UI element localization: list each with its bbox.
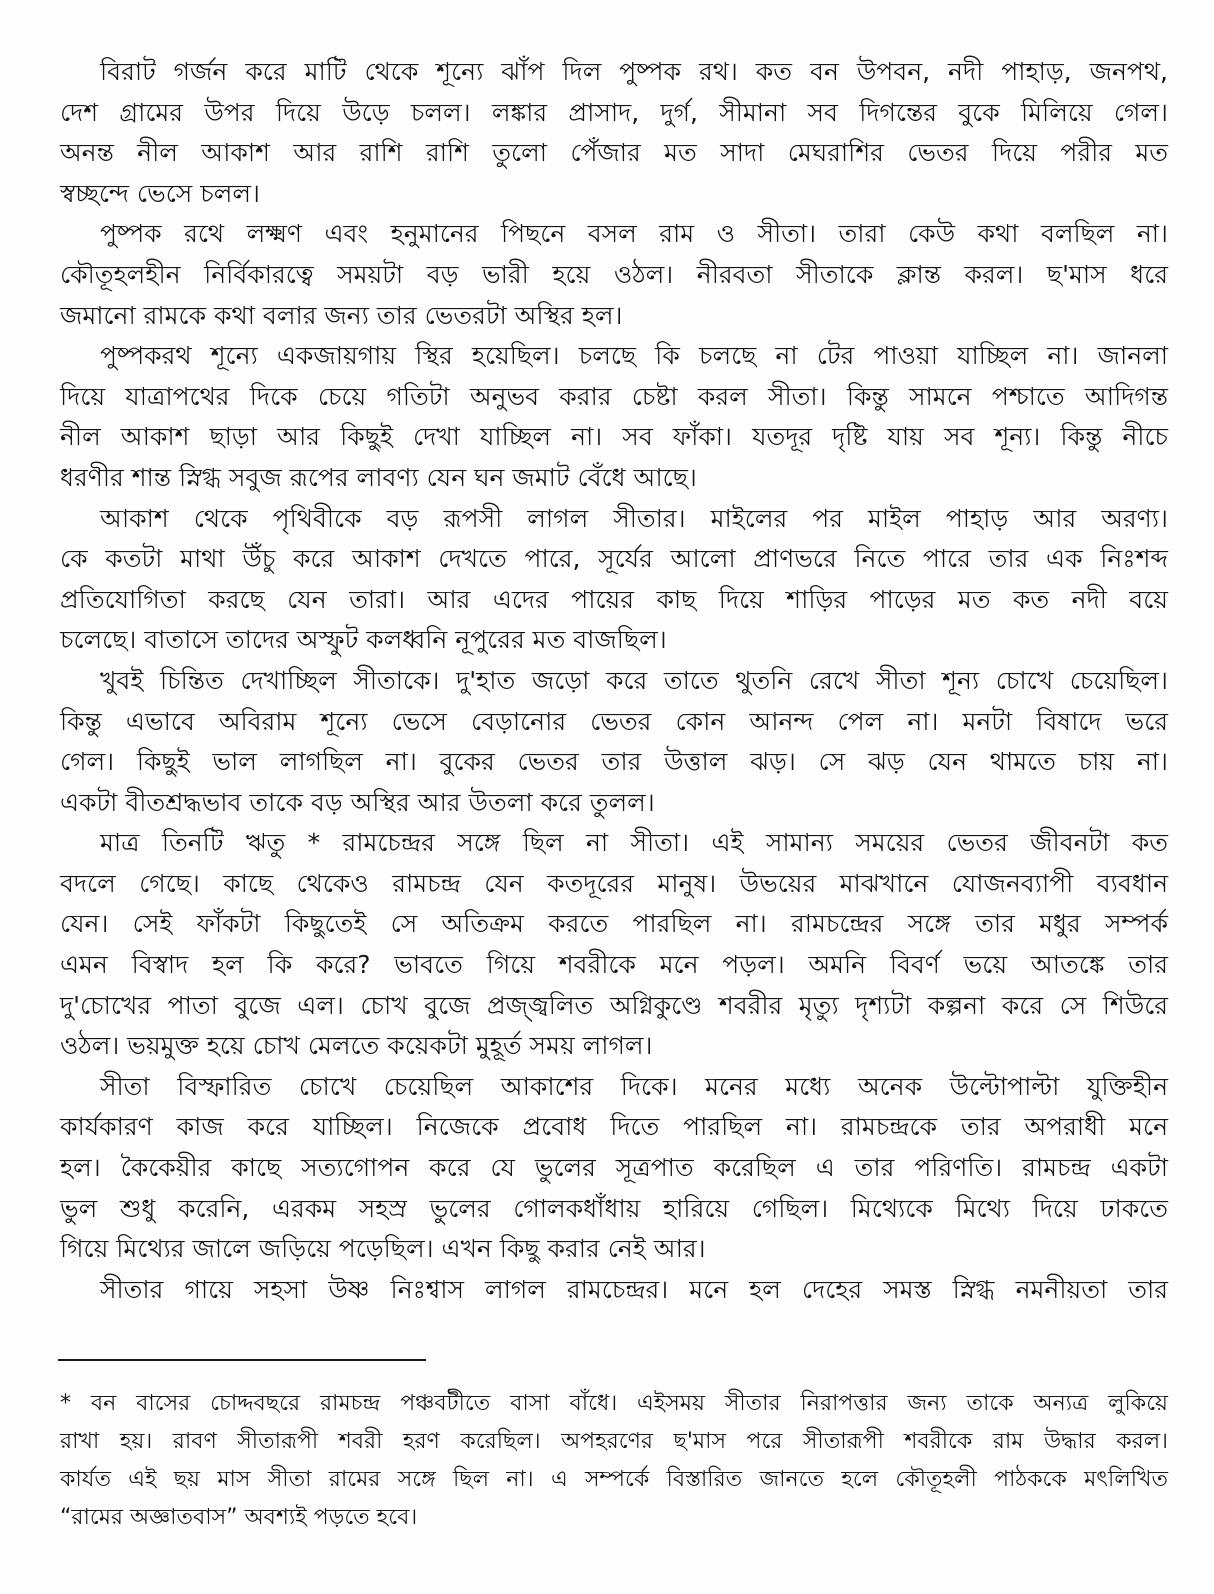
text-line: কিন্তু এভাবে অবিরাম শূন্যে ভেসে বেড়ানোর ভেতর কোন আনন্দ পেল না। মনটা বিষাদে ভরে xyxy=(60,706,1168,736)
body-text xyxy=(60,52,1168,1310)
text-line: দিয়ে যাত্রাপথের দিকে চেয়ে গতিটা অনুভব করার চেষ্টা করল সীতা। কিন্তু সামনে পশ্চাতে আদিগন্ত xyxy=(60,381,1168,411)
text-line: সীতা বিস্ফারিত চোখে চেয়েছিল আকাশের দিকে। মনের মধ্যে অনেক উল্টোপাল্টা যুক্তিহীন xyxy=(100,1071,1168,1101)
text-line: আকাশ থেকে পৃথিবীকে বড় রূপসী লাগল সীতার। মাইলের পর মাইল পাহাড় আর অরণ্য। xyxy=(100,503,1168,533)
text-line: কার্যকারণ কাজ করে যাচ্ছিল। নিজেকে প্রবোধ দিতে পারছিল না। রামচন্দ্রকে তার অপরাধী মনে xyxy=(60,1112,1168,1142)
text-line: বদলে গেছে। কাছে থেকেও রামচন্দ্র যেন কতদূরের মানুষ। উভয়ের মাঝখানে যোজনব্যাপী ব্যবধান xyxy=(60,868,1168,898)
text-line: গিয়ে মিথ্যের জালে জড়িয়ে পড়েছিল। এখন কিছু করার নেই আর। xyxy=(60,1234,706,1264)
footnote xyxy=(60,1385,1168,1537)
text-line: জমানো রামকে কথা বলার জন্য তার ভেতরটা অস্থির হল। xyxy=(60,300,623,330)
text-line: একটা বীতশ্রদ্ধভাব তাকে বড় অস্থির আর উতলা করে তুলল। xyxy=(60,787,655,817)
footnote-separator xyxy=(58,1359,426,1361)
paragraph-2 xyxy=(60,214,1168,336)
paragraph-1 xyxy=(60,52,1168,214)
text-line: কৌতূহলহীন নির্বিকারত্বে সময়টা বড় ভারী হয়ে ওঠল। নীরবতা সীতাকে ক্লান্ত করল। ছ'মাস ধরে xyxy=(60,259,1168,289)
text-line: গেল। কিছুই ভাল লাগছিল না। বুকের ভেতর তার উত্তাল ঝড়। সে ঝড় যেন থামতে চায় না। xyxy=(60,747,1168,777)
text-line: চলেছে। বাতাসে তাদের অস্ফুট কলধ্বনি নূপুরের মত বাজছিল। xyxy=(60,625,667,655)
text-line: অনন্ত নীল আকাশ আর রাশি রাশি তুলো পেঁজার মত সাদা মেঘরাশির ভেতর দিয়ে পরীর মত xyxy=(60,138,1168,168)
footnote-line: “রামের অজ্ঞাতবাস” অবশ্যই পড়তে হবে। xyxy=(60,1505,418,1530)
text-line: প্রতিযোগিতা করছে যেন তারা। আর এদের পায়ের কাছ দিয়ে শাড়ির পাড়ের মত কত নদী বয়ে xyxy=(60,584,1168,614)
paragraph-5 xyxy=(60,661,1168,823)
text-line: দু'চোখের পাতা বুজে এল। চোখ বুজে প্রজ্জ্বলিত অগ্নিকুণ্ডে শবরীর মৃত্যু দৃশ্যটা কল্পনা করে সে শিউরে xyxy=(60,990,1168,1020)
text-line: হল। কৈকেয়ীর কাছে সত্যগোপন করে যে ভুলের সূত্রপাত করেছিল এ তার পরিণতি। রামচন্দ্র একটা xyxy=(60,1153,1168,1183)
text-line: বিরাট গর্জন করে মাটি থেকে শূন্যে ঝাঁপ দিল পুষ্পক রথ। কত বন উপবন, নদী পাহাড়, জনপথ, xyxy=(100,57,1168,86)
paragraph-4 xyxy=(60,499,1168,661)
paragraph-3 xyxy=(60,336,1168,498)
footnote-line: কার্যত এই ছয় মাস সীতা রামের সঙ্গে ছিল না। এ সম্পর্কে বিস্তারিত জানতে হলে কৌতূহলী পাঠককে মৎলিখিত xyxy=(60,1467,1168,1492)
footnote-line: * বন বাসের চোদ্দবছরে রামচন্দ্র পঞ্চবটীতে বাসা বাঁধে। এইসময় সীতার নিরাপত্তার জন্য তাকে অন্যত্র লুকিয়ে xyxy=(60,1391,1168,1416)
text-line: পুষ্পক রথে লক্ষ্মণ এবং হনুমানের পিছনে বসল রাম ও সীতা। তারা কেউ কথা বলছিল না। xyxy=(100,219,1168,249)
text-line: যেন। সেই ফাঁকটা কিছুতেই সে অতিক্রম করতে পারছিল না। রামচন্দ্রের সঙ্গে তার মধুর সম্পর্ক xyxy=(60,909,1168,939)
text-line: খুবই চিন্তিত দেখাচ্ছিল সীতাকে। দু'হাত জড়ো করে তাতে থুতনি রেখে সীতা শূন্য চোখে চেয়েছিল। xyxy=(100,665,1168,695)
text-line: ভুল শুধু করেনি, এরকম সহস্র ভুলের গোলকধাঁধায় হারিয়ে গেছিল। মিথ্যেকে মিথ্যে দিয়ে ঢাকতে xyxy=(60,1193,1168,1223)
text-line: সীতার গায়ে সহসা উষ্ণ নিঃশ্বাস লাগল রামচেন্দ্রর। মনে হল দেহের সমস্ত স্নিগ্ধ নমনীয়তা তার xyxy=(100,1274,1168,1304)
paragraph-8 xyxy=(60,1270,1168,1311)
text-line: পুষ্পকরথ শূন্যে একজায়গায় স্থির হয়েছিল। চলছে কি চলছে না টের পাওয়া যাচ্ছিল না। জানলা xyxy=(100,341,1168,371)
text-line: ধরণীর শান্ত স্নিগ্ধ সবুজ রূপের লাবণ্য যেন ঘন জমাট বেঁধে আছে। xyxy=(60,462,697,492)
text-line: কে কতটা মাথা উঁচু করে আকাশ দেখতে পারে, সূর্যের আলো প্রাণভরে নিতে পারে তার এক নিঃশব্দ xyxy=(60,544,1168,574)
text-line: দেশ গ্রামের উপর দিয়ে উড়ে চলল। লঙ্কার প্রাসাদ, দুর্গ, সীমানা সব দিগন্তের বুকে মিলিয়ে গেল। xyxy=(60,97,1168,127)
text-line: ওঠল। ভয়মুক্ত হয়ে চোখ মেলতে কয়েকটা মুহূর্ত সময় লাগল। xyxy=(60,1031,653,1061)
text-line: এমন বিস্বাদ হল কি করে? ভাবতে গিয়ে শবরীকে মনে পড়ল। অমনি বিবর্ণ ভয়ে আতঙ্কে তার xyxy=(60,950,1168,980)
text-line: নীল আকাশ ছাড়া আর কিছুই দেখা যাচ্ছিল না। সব ফাঁকা। যতদূর দৃষ্টি যায় সব শূন্য। কিন্তু নীচে xyxy=(60,422,1168,452)
text-line: স্বচ্ছন্দে ভেসে চলল। xyxy=(60,178,260,208)
paragraph-7 xyxy=(60,1067,1168,1270)
paragraph-6 xyxy=(60,823,1168,1067)
footnote-line: রাখা হয়। রাবণ সীতারূপী শবরী হরণ করেছিল। অপহরণের ছ'মাস পরে সীতারূপী শবরীকে রাম উদ্ধার করল। xyxy=(60,1429,1168,1454)
text-line: মাত্র তিনটি ঋতু * রামচেন্দ্রর সঙ্গে ছিল না সীতা। এই সামান্য সময়ের ভেতর জীবনটা কত xyxy=(100,828,1168,858)
